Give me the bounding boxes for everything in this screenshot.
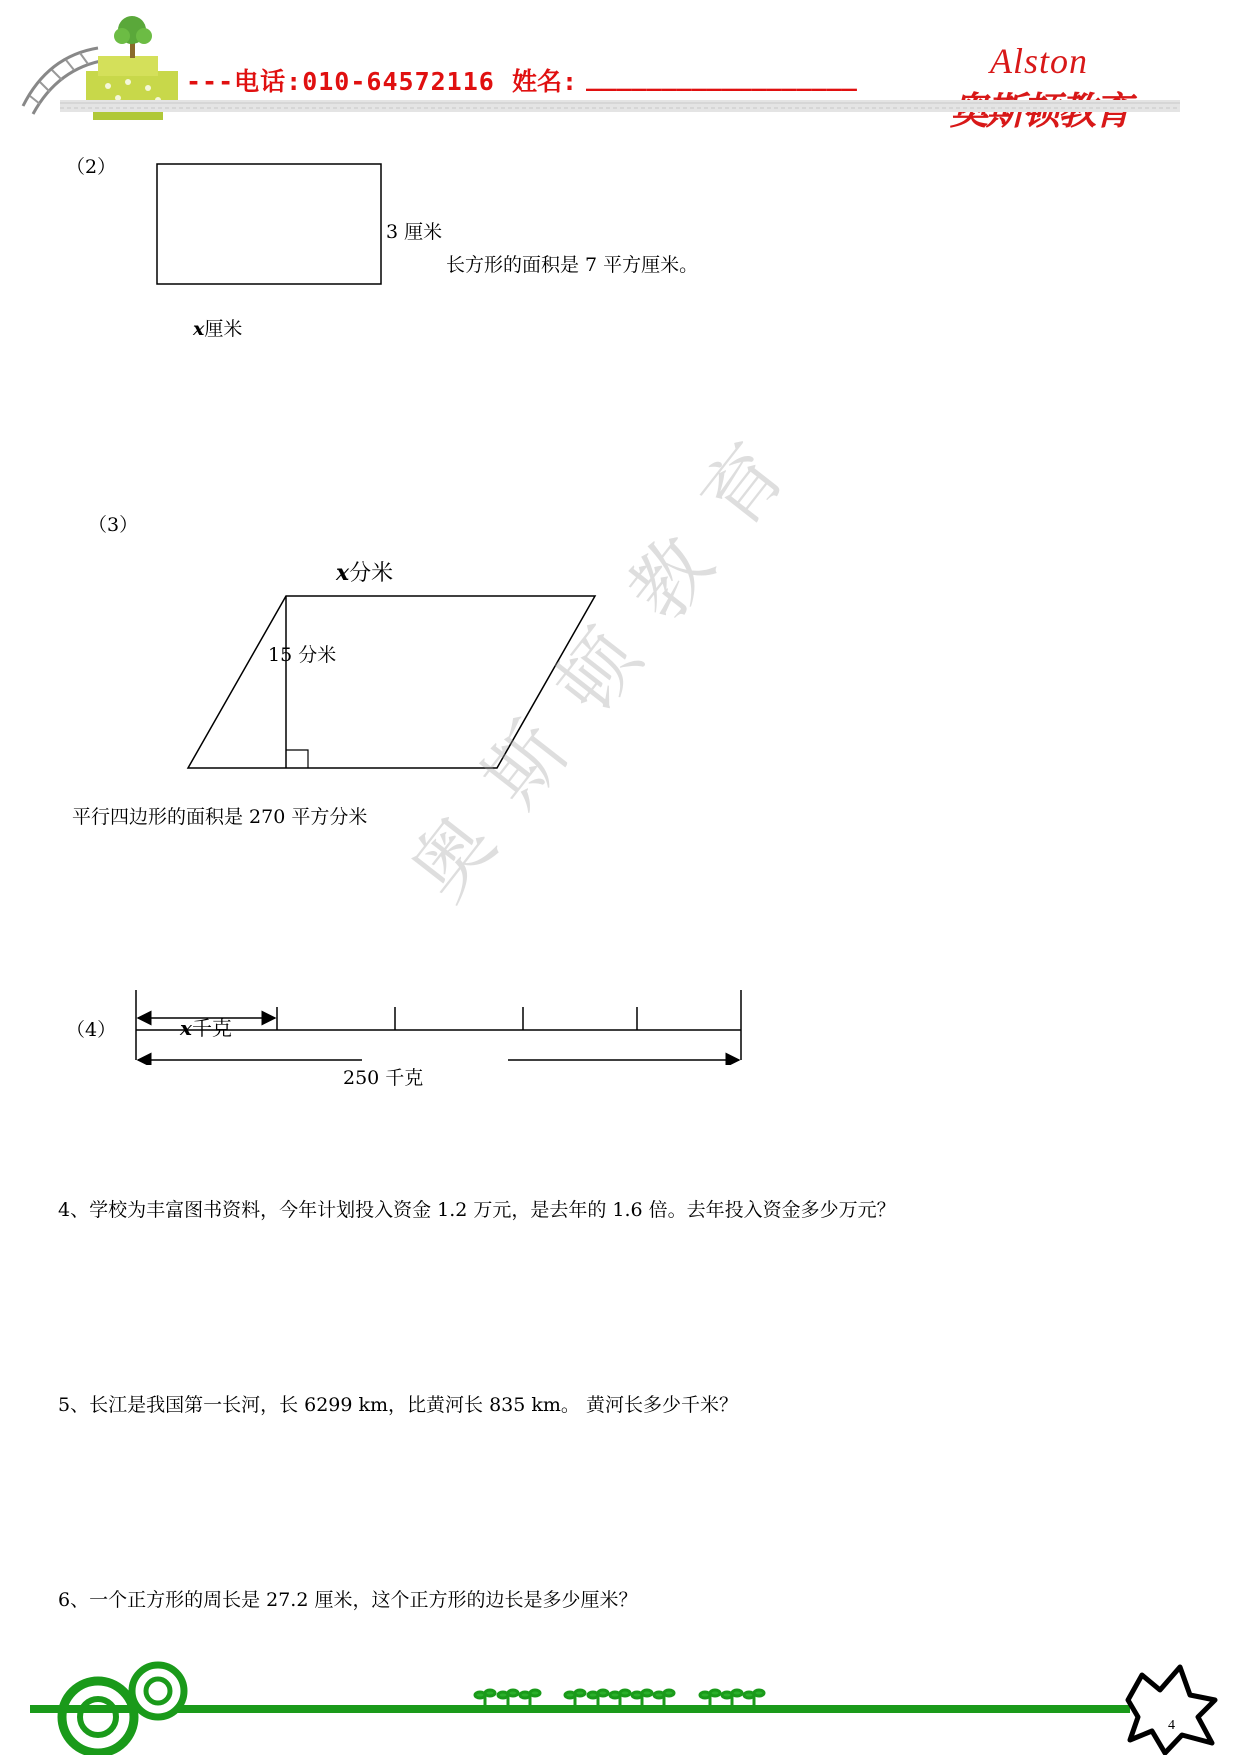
figure4-total-label: 250 千克 [343,1067,424,1089]
figure3-top-unit: 分米 [349,561,394,586]
question-6: 6、一个正方形的周长是 27.2 厘米，这个正方形的边长是多少厘米？ [58,1589,638,1611]
figure2-width-label [193,314,242,341]
question-4: 4、学校为丰富图书资料，今年计划投入资金 1.2 万元，是去年的 1.6 倍。去年投入资金多少万元？ [58,1199,896,1221]
brand-english: Alston [990,41,1089,81]
figure4-part-unit: 千克 [191,1016,232,1040]
figure3-number: （3） [88,514,139,536]
header-phone: ---电话:010-64572116 [186,67,495,96]
header [0,0,1241,125]
figure3-top-var: x [336,560,350,586]
figure3-top-label [336,556,393,587]
footer-decoration [30,1655,1220,1755]
header-name-blank: __________________ [586,62,857,91]
figure4-number: （4） [66,1019,117,1041]
figure4-part-label [180,1012,232,1041]
figure4-part-var: x [180,1016,192,1040]
page-number: 4 [1168,1718,1175,1733]
figure2-width-unit: 厘米 [204,318,243,340]
figure3-area-text: 平行四边形的面积是 270 平方分米 [72,806,368,828]
question-5: 5、长江是我国第一长河，长 6299 km，比黄河长 835 km。 黄河长多少千米？ [58,1394,738,1416]
figure2-height-label: 3 厘米 [386,221,443,243]
header-divider [60,100,1180,114]
figure2-number: （2） [66,156,117,178]
figure2-area-text: 长方形的面积是 7 平方厘米。 [446,254,699,276]
figure2-rectangle [156,163,386,287]
figure3-height-label: 15 分米 [268,644,337,666]
header-name-label: 姓名: [512,67,578,96]
figure2-width-var: x [193,318,205,340]
watermark: 奥斯顿教育 [394,396,829,917]
